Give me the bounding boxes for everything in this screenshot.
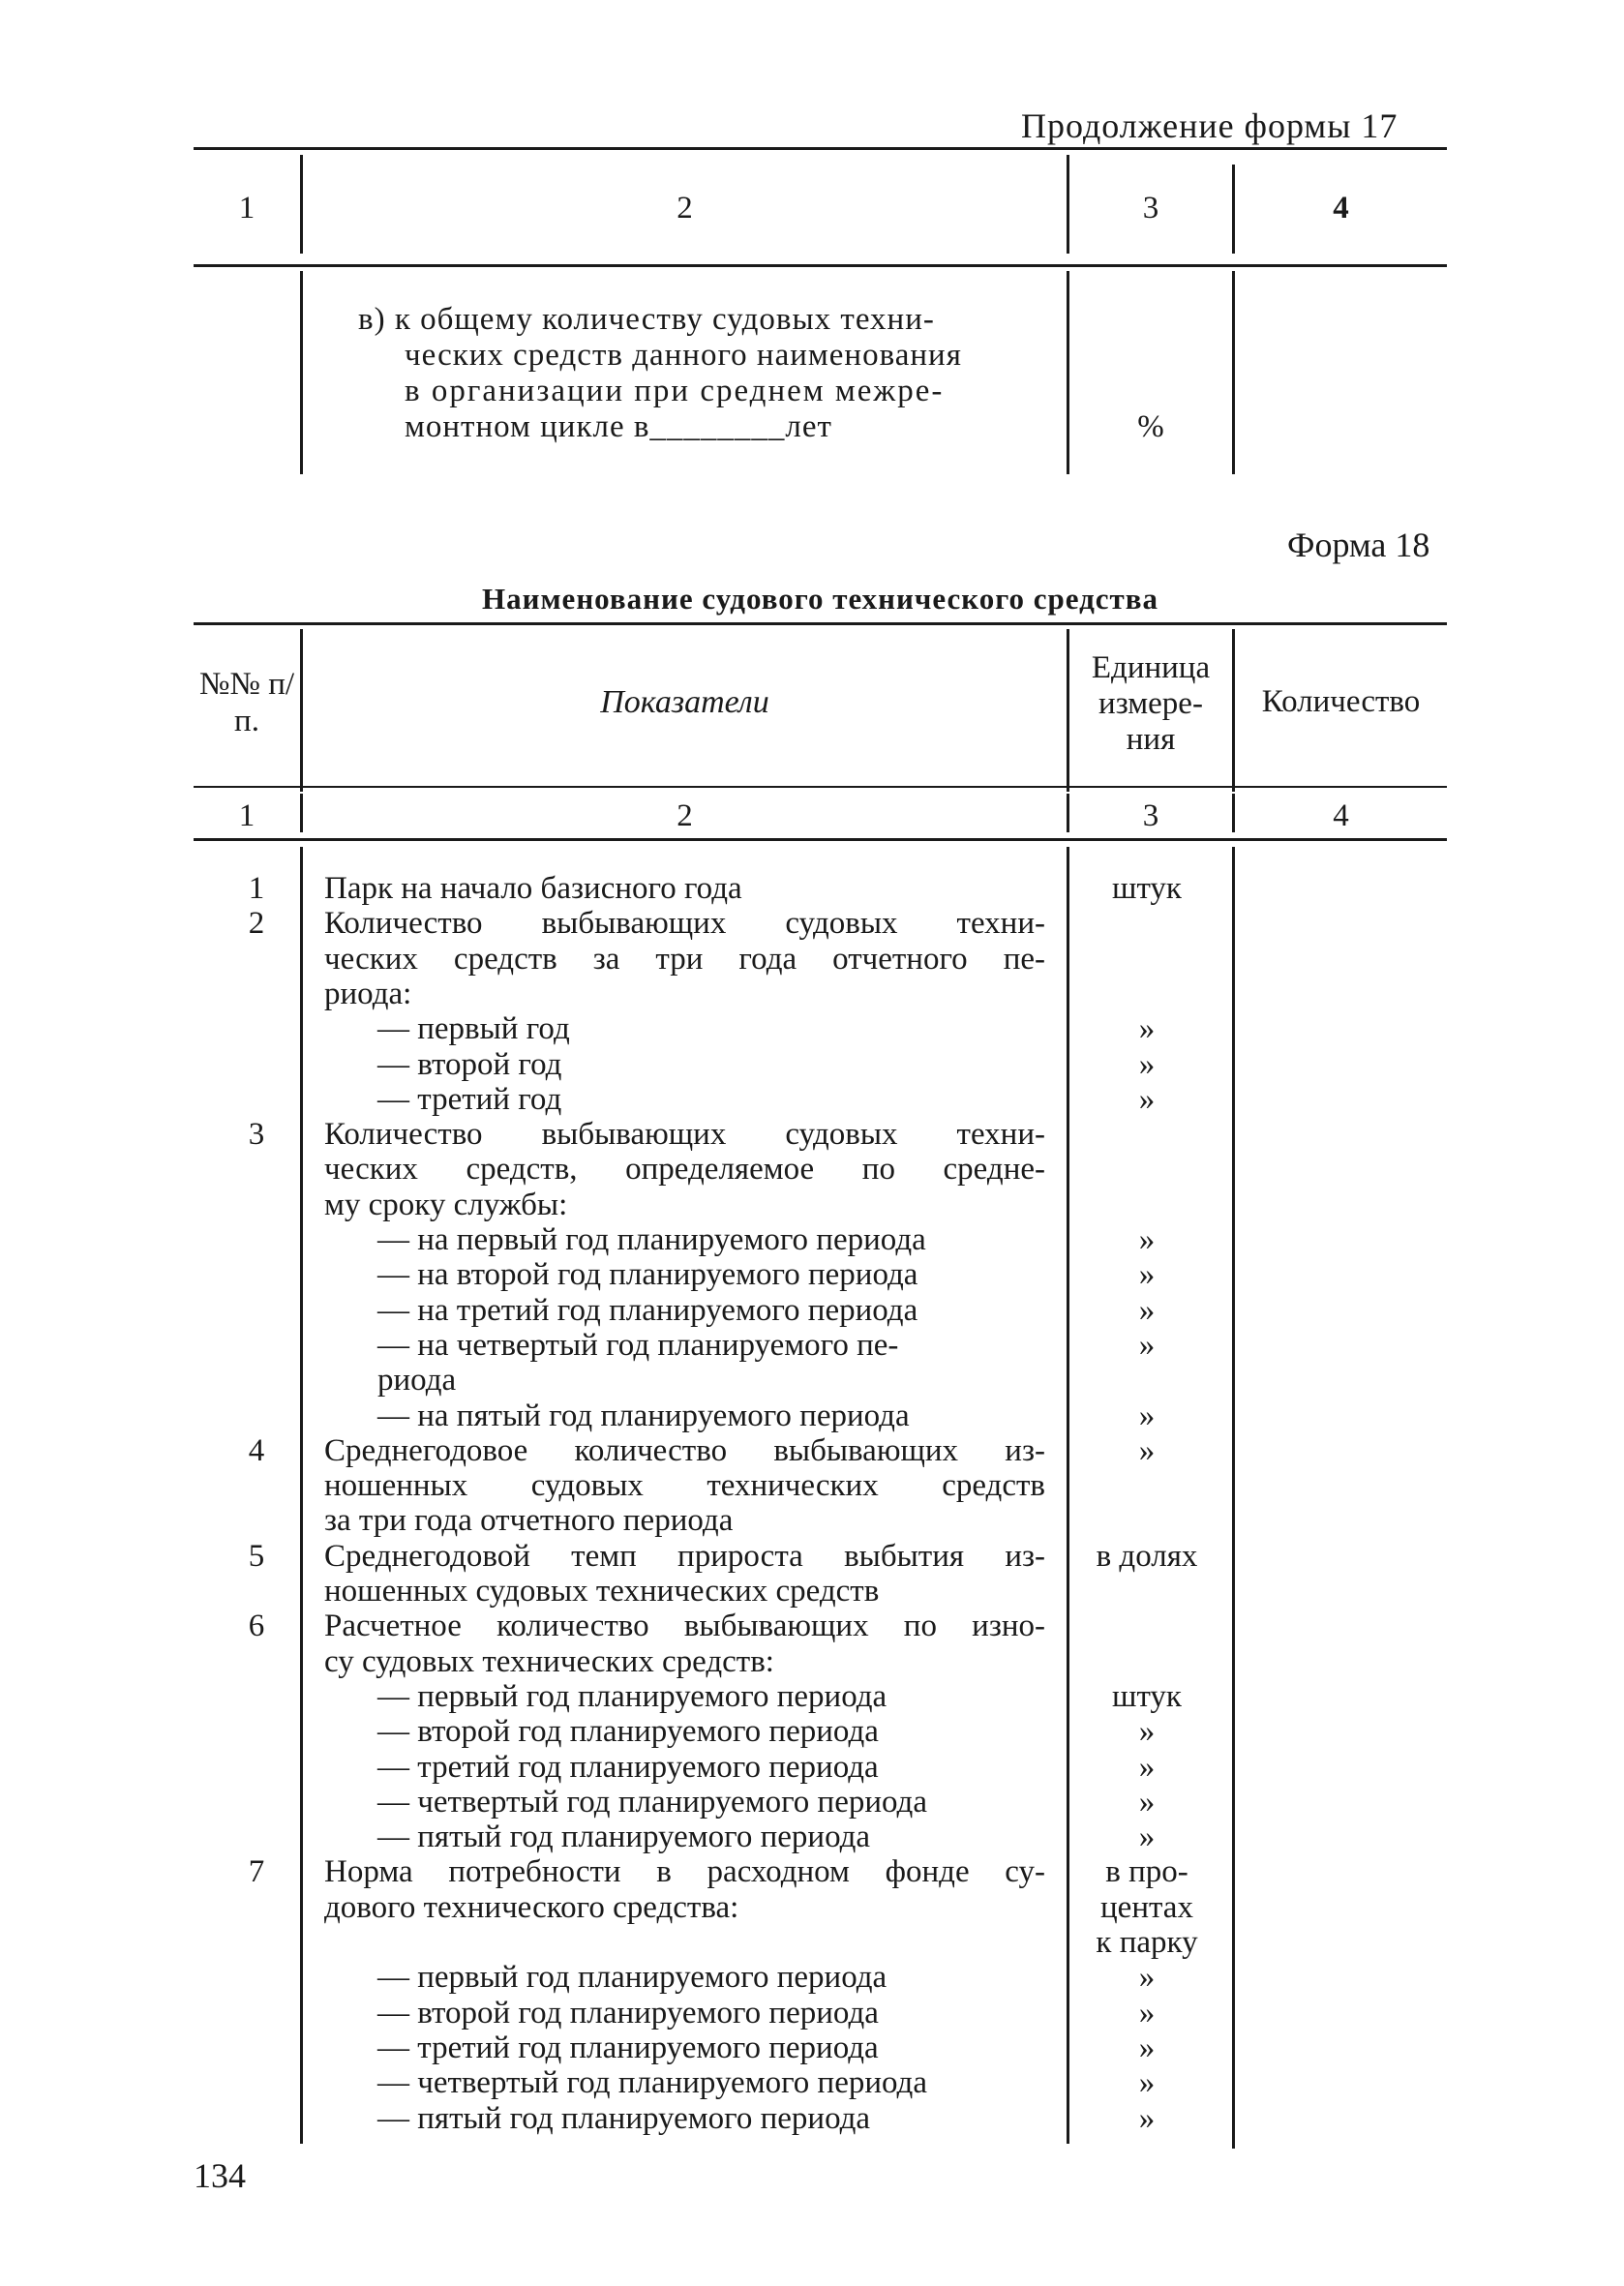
form18-col-number-3: 3 [1142,798,1159,833]
form18-title: Форма 18 [1287,526,1430,564]
row-number: 1 [248,871,265,906]
row-number: 7 [248,1854,265,1890]
unit-text: » [1138,1046,1156,1082]
indicator-text [324,1433,1060,1468]
indicator-text: — первый год [377,1011,570,1047]
header-indicators: Показатели [600,684,769,720]
unit-text: » [1138,1398,1156,1433]
unit-text: » [1138,1222,1156,1257]
indicator-text: — четвертый год планируемого периода [377,1784,927,1820]
indicator-text: — первый год планируемого периода [377,1678,887,1714]
form17-body-divider-1 [300,271,303,474]
unit-text: » [1138,1820,1156,1855]
indicator-text-line: Среднегодовой темп прироста выбытия из- [324,1538,1045,1574]
unit-text: штук [1112,871,1182,906]
indicator-text-line: Количество выбывающих судовых техни- [324,1117,1045,1153]
indicator-text: — пятый год планируемого периода [377,2100,871,2136]
indicator-text [324,1117,1060,1152]
form18-body-rule [194,838,1447,841]
unit-text: к парку [1096,1925,1198,1960]
row-number: 5 [248,1538,265,1574]
form17-col-number-4: 4 [1333,191,1349,226]
indicator-text: — на второй год планируемого периода [377,1257,918,1293]
indicator-text: — третий год [377,1081,562,1117]
form18-col-number-1: 1 [238,798,256,833]
indicator-text-line: Норма потребности в расходном фонде су- [324,1854,1045,1890]
unit-text: » [1138,1995,1156,2030]
indicator-text [324,1609,1060,1643]
unit-text: » [1138,1960,1156,1996]
unit-text: » [1138,1011,1156,1047]
unit-text: » [1138,1257,1156,1293]
page-number: 134 [194,2156,246,2195]
indicator-text-line: ческих средств за три года отчетного пе- [324,941,1045,977]
unit-text: » [1138,1292,1156,1328]
form17-item-line: в организации при среднем межре- [405,374,945,408]
header-num: №№ п/п. [198,667,295,738]
indicator-text: Парк на начало базисного года [324,871,742,906]
indicator-text: — пятый год планируемого периода [377,1820,871,1855]
form17-col-number-3: 3 [1142,191,1159,226]
indicator-text: риода: [324,976,412,1011]
form17-item-line: в) к общему количеству судовых техни- [358,302,935,337]
indicator-text: — второй год планируемого периода [377,1995,879,2030]
form17-top-rule [194,147,1447,150]
form18-table-title: Наименование судового технического средства [481,582,1159,616]
form17-body-divider-3 [1232,271,1235,474]
unit-text: » [1138,1081,1156,1117]
indicator-text-line: Расчетное количество выбывающих по изно- [324,1609,1045,1644]
row-number: 4 [248,1432,265,1468]
row-number: 6 [248,1609,265,1644]
row-number: 3 [248,1117,265,1153]
indicator-text-line: ческих средств, определяемое по средне- [324,1152,1045,1188]
unit-text: » [1138,2030,1156,2065]
form17-item-line: ческих средств данного наименования [405,338,962,373]
indicator-text: — второй год [377,1046,562,1082]
header-unit: Единица [1091,650,1211,685]
form17-header-rule [194,264,1447,267]
unit-text: » [1138,2100,1156,2136]
form18-body-divider-1 [300,847,303,2144]
indicator-text: — третий год планируемого периода [377,1749,879,1785]
row-number: 2 [248,906,265,942]
indicator-text: — второй год планируемого периода [377,1714,879,1750]
indicator-text [324,1152,1060,1187]
form18-col-number-4: 4 [1333,798,1349,833]
indicator-text-line: Количество выбывающих судовых техни- [324,906,1045,942]
form18-top-rule [194,622,1447,625]
indicator-text [324,906,1060,941]
form17-item-line: монтном цикле в________лет [405,409,832,444]
form18-col-number-2: 2 [677,798,693,833]
indicator-text [324,1854,1060,1889]
indicator-text: дового технического средства: [324,1889,739,1925]
unit-text: центах [1100,1889,1193,1925]
form18-body-divider-3 [1232,847,1235,2149]
continuation-title: Продолжение формы 17 [1021,106,1398,145]
form17-col-number-1: 1 [238,191,256,226]
indicator-text: ношенных судовых технических средств [324,1574,880,1609]
indicator-text: — на первый год планируемого периода [377,1222,926,1257]
unit-text: » [1138,1749,1156,1785]
unit-text: » [1138,1714,1156,1750]
form17-col-number-2: 2 [677,191,693,226]
indicator-text [324,942,1060,977]
indicator-text [324,1468,1060,1503]
indicator-text [324,1539,1060,1574]
indicator-text: — на четвертый год планируемого пе- [377,1327,899,1363]
indicator-text-line: Среднегодовое количество выбывающих из- [324,1432,1045,1468]
header-unit: ния [1126,722,1176,757]
unit-text: » [1138,2065,1156,2101]
indicator-text-line: ношенных судовых технических средств [324,1468,1045,1504]
indicator-text: — первый год планируемого периода [377,1960,887,1996]
indicator-text: за три года отчетного периода [324,1503,734,1539]
unit-text: в долях [1096,1538,1198,1574]
indicator-text: — четвертый год планируемого периода [377,2065,927,2101]
form18-header-sub-rule [194,786,1447,788]
indicator-text: — третий год планируемого периода [377,2030,879,2065]
indicator-text: — на третий год планируемого периода [377,1292,918,1328]
header-quantity: Количество [1261,684,1421,719]
header-unit: измере- [1098,686,1203,721]
indicator-text: — на пятый год планируемого периода [377,1398,910,1433]
form17-item-unit: % [1137,409,1164,444]
indicator-text: риода [377,1363,457,1399]
unit-text: » [1138,1327,1156,1363]
unit-text: в про- [1105,1854,1188,1890]
indicator-text: су судовых технических средств: [324,1643,774,1679]
unit-text: » [1138,1432,1156,1468]
unit-text: » [1138,1784,1156,1820]
indicator-text: му сроку службы: [324,1187,568,1222]
unit-text: штук [1112,1678,1182,1714]
